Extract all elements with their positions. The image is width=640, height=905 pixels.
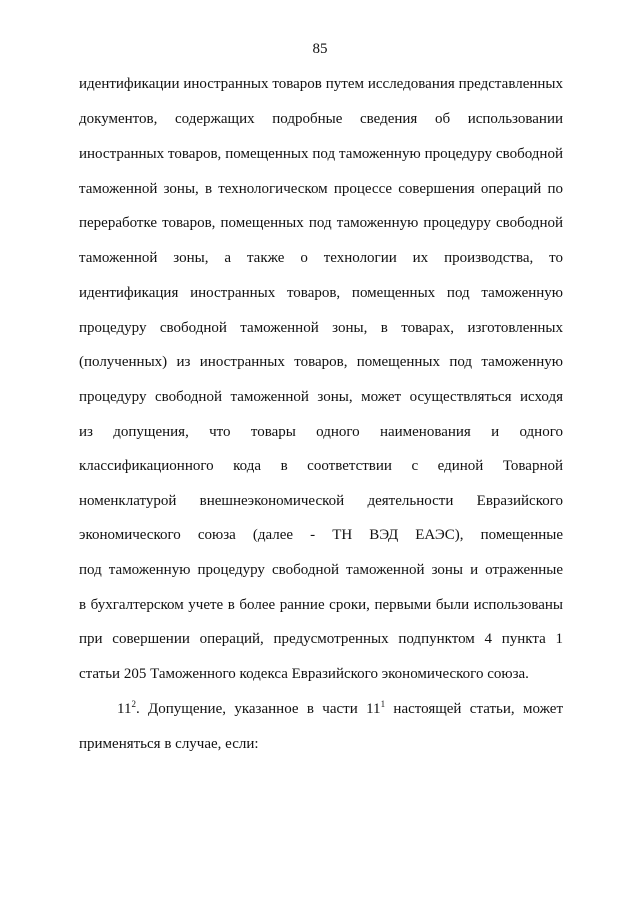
body-line: (полученных) из иностранных товаров, помещенных под таможенную xyxy=(79,354,563,370)
body-line: из допущения, что товары одного наименования и одного xyxy=(79,424,563,440)
body-line: в бухгалтерском учете в более ранние сроки, первыми были использованы xyxy=(79,597,563,613)
paragraph-number: 11 xyxy=(117,701,132,717)
paragraph-11-2-first-line xyxy=(117,699,563,719)
body-line: переработке товаров, помещенных под таможенную процедуру свободной xyxy=(79,215,563,231)
body-line: экономического союза (далее - ТН ВЭД ЕАЭС), помещенные xyxy=(79,527,563,543)
paragraph-text: настоящей статьи, может xyxy=(385,701,563,717)
body-line: номенклатурой внешнеэкономической деятельности Евразийского xyxy=(79,493,563,509)
body-line: классификационного кода в соответствии с единой Товарной xyxy=(79,458,563,474)
body-line: документов, содержащих подробные сведения об использовании xyxy=(79,111,563,127)
paragraph-number-superscript: 2 xyxy=(131,699,136,709)
part-reference-superscript: 1 xyxy=(380,699,386,709)
paragraph-11-2-second-line: применяться в случае, если: xyxy=(79,736,259,752)
body-line: при совершении операций, предусмотренных подпунктом 4 пункта 1 xyxy=(79,631,563,647)
body-line: идентификации иностранных товаров путем исследования представленных xyxy=(79,76,563,92)
part-reference: 11 xyxy=(366,701,381,717)
body-line: процедуру свободной таможенной зоны, в товарах, изготовленных xyxy=(79,320,563,336)
body-line: под таможенную процедуру свободной таможенной зоны и отраженные xyxy=(79,562,563,578)
paragraph-text: . Допущение, указанное в части xyxy=(135,701,367,717)
body-line: таможенной зоны, в технологическом процессе совершения операций по xyxy=(79,181,563,197)
body-line: иностранных товаров, помещенных под таможенную процедуру свободной xyxy=(79,146,563,162)
body-line: процедуру свободной таможенной зоны, может осуществляться исходя xyxy=(79,389,563,405)
body-line: таможенной зоны, а также о технологии их производства, то xyxy=(79,250,563,266)
body-line: идентификация иностранных товаров, помещенных под таможенную xyxy=(79,285,563,301)
body-line-last: статьи 205 Таможенного кодекса Евразийского экономического союза. xyxy=(79,666,529,682)
page-number: 85 xyxy=(312,41,328,57)
